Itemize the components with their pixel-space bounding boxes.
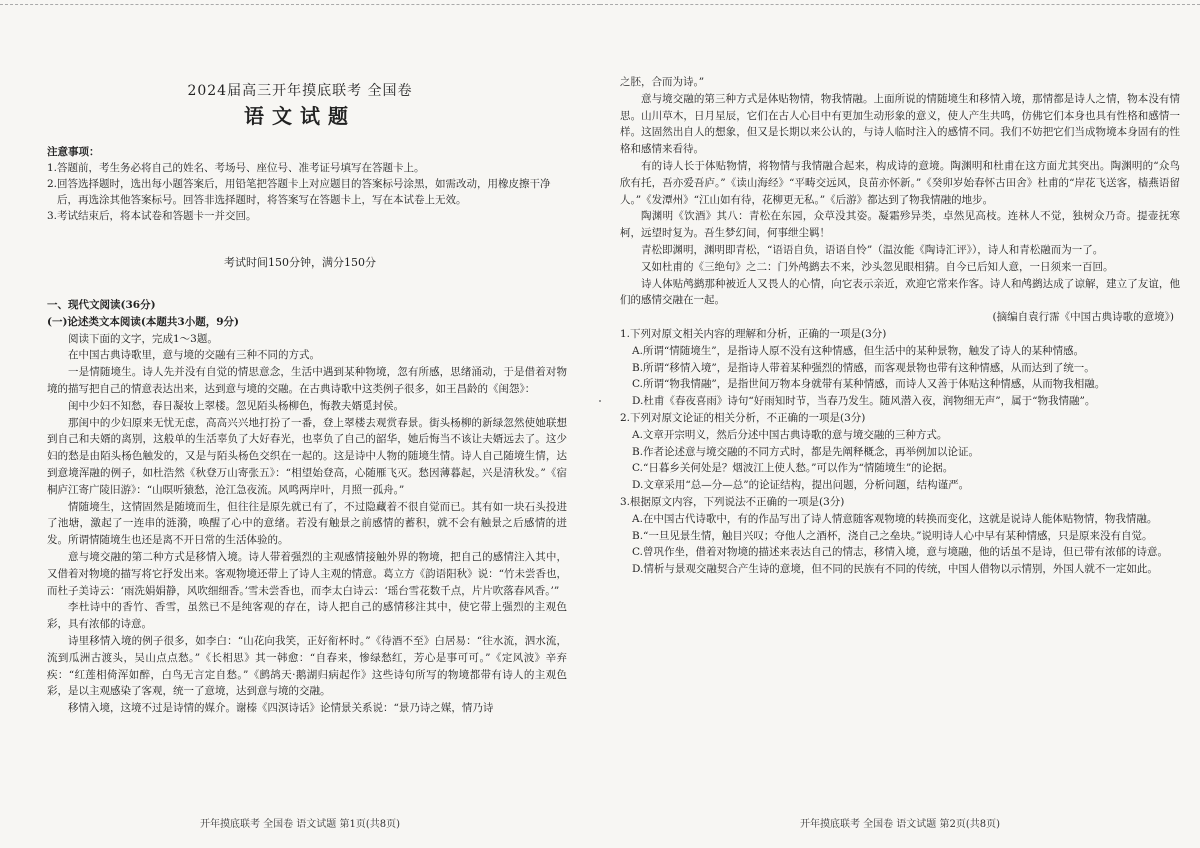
subject-title: 语文试题 (244, 104, 356, 128)
right-content (620, 74, 1180, 578)
question-option: B.“一旦见景生情，触目兴叹；夺他人之酒杯，浇自己之垒块。”说明诗人心中早有某种情感，只是原来没有自觉。 (632, 529, 1153, 542)
passage-paragraph: 移情入境，这境不过是诗情的媒介。谢榛《四溟诗话》论情景关系说：“景乃诗之媒，情乃诗 (68, 702, 494, 715)
question-option: B.所谓“移情入境”，是指诗人带着某种强烈的情感，而客观景物也带有这种情感，从而达到了统一。 (632, 361, 1095, 374)
question-option: D.杜甫《春夜喜雨》诗句“好雨知时节，当春乃发生。随风潜入夜，润物细无声”，属于“物我情融”。 (632, 395, 1096, 408)
poem-line: 闺中少妇不知愁，春日凝妆上翠楼。忽见陌头杨柳色，悔教夫婿觅封侯。 (68, 399, 404, 412)
question-stem: 3.根据原文内容，下列说法不正确的一项是(3分) (620, 495, 845, 508)
notice-item: 2.回答选择题时，选出每小题答案后，用铅笔把答题卡上对应题目的答案标号涂黑，如需改动，用橡皮擦干净后，再选涂其他答案标号。回答非选择题时，将答案写在答题卡上，写在本试卷上无效。 (47, 178, 551, 206)
citation: (摘编自袁行霈《中国古典诗歌的意境》) (992, 311, 1174, 324)
page-footer: 开年摸底联考 全国卷 语文试题 第1页(共8页) (199, 819, 401, 830)
passage-paragraph: 李杜诗中的香竹、香雪，虽然已不是纯客观的存在，诗人把自己的感情移注其中，使它带上强烈的主观色彩，具有浓郁的诗意。 (47, 601, 567, 631)
notice-item: 1.答题前，考生务必将自己的姓名、考场号、座位号、准考证号填写在答题卡上。 (47, 162, 425, 174)
question-stem: 1.下列对原文相关内容的理解和分析，正确的一项是(3分) (620, 327, 887, 340)
question-option: D.情析与景观交融契合产生诗的意境，但不同的民族有不同的传统，中国人借物以示情别，外国人就不一定如此。 (632, 563, 1158, 576)
passage-paragraph: 诗里移情入境的例子很多，如李白：“山花向我笑，正好衔杯时。”《待酒不至》白居易：“往水流，泗水流，流到瓜洲古渡头，吴山点点愁。”《长相思》其一韩愈：“自春来，惨绿愁红，芳心是事可可。”《定风波》辛弃疾：“红莲相倚浑如醉，白鸟无言定自愁。”《鹧鸪天·鹅湖归病起作》这些诗句所写的物境都带有诗人的主观色彩，是以主观感染了客观，统一了意境，达到意与境的交融。 (47, 634, 567, 698)
passage-paragraph: 青松即渊明，渊明即青松，“语语自负，语语自怜”（温汝能《陶诗汇评》），诗人和青松融而为一了。 (641, 243, 1104, 256)
passage-paragraph: 之胚，合而为诗。” (620, 76, 705, 88)
page-footer: 开年摸底联考 全国卷 语文试题 第2页(共8页) (799, 819, 1001, 830)
question-option: A.所谓“情随境生”，是指诗人原不没有这种情感，但生活中的某种景物，触发了诗人的某种情感。 (632, 344, 1085, 357)
page-right (600, 0, 1200, 848)
passage-paragraph: 有的诗人长于体贴物情，将物情与我情融合起来，构成诗的意境。陶渊明和杜甫在这方面尤其突出。陶渊明的“众鸟欣有托，吾亦爱吾庐。”《读山海经》“平畴交远风，良苗亦怀新。”《癸卯岁始春怀古田舍》杜甫的“岸花飞送客，樯燕语留人。”《发潭州》“江山如有待，花柳更无私。”《后游》都达到了物我情融的地步。 (620, 159, 1180, 206)
question-option: C.曾巩作坐，借着对物境的描述来表达自己的情志，移情入境，意与境融，他的话虽不是诗，但已带有浓郁的诗意。 (632, 546, 1168, 559)
passage-paragraph: 在中国古典诗歌里，意与境的交融有三种不同的方式。 (68, 349, 320, 362)
passage-paragraph: 那闺中的少妇原来无忧无虑，高高兴兴地打扮了一番，登上翠楼去观赏春景。街头杨柳的新绿忽然使她联想到自己和夫婿的离别，这般单的生活辜负了大好春光，也辜负了自己的韶华，她后悔当不该让夫婿远去了。这少妇的愁是由陌头杨色触发的，又是与陌头杨色交织在一起的。这是诗中人物的随境生情。诗人自己随境生情，达到意境浑融的例子，如杜浩然《秋登万山寄张五》：“相望始登高，心随雁飞灭。愁因薄暮起，兴是清秋发。”《宿桐庐江寄广陵旧游》：“山暝听猿愁，沧江急夜流。风鸣两岸叶，月照一孤舟。” (47, 416, 567, 496)
notice-block (47, 144, 567, 224)
question-option: C.所谓“物我情融”，是指世间万物本身就带有某种情感，而诗人又善于体贴这种情感，从而物我相融。 (632, 378, 1106, 391)
question-1 (620, 326, 1180, 410)
exam-header: 2024届高三开年摸底联考 全国卷 (187, 83, 413, 99)
question-option: B.作者论述意与境交融的不同方式时，都是先阐释概念，再举例加以论证。 (632, 445, 980, 458)
question-option: C.“日暮乡关何处是？烟波江上使人愁。”可以作为“情随境生”的论据。 (632, 462, 954, 475)
notice-item: 3.考试结束后，将本试卷和答题卡一并交回。 (47, 210, 257, 222)
passage-paragraph: 情随境生，这情固然是随境而生，但往往是原先就已有了，不过隐藏着不很自觉而已。其有如一块石头投进了池塘，激起了一连串的涟漪，唤醒了心中的意绪。若没有触景之前感情的蓄积，就不会有触景之后感情的迸发。所谓情随境生也还是离不开日常的生活体验的。 (47, 500, 567, 547)
question-stem: 2.下列对原文论证的相关分析，不正确的一项是(3分) (620, 411, 866, 424)
exam-time: 考试时间150分钟，满分150分 (224, 256, 376, 269)
question-option: A.文章开宗明义，然后分述中国古典诗歌的意与境交融的三种方式。 (632, 428, 948, 441)
passage-paragraph: 诗人体贴鸬鹚那种被近人又畏人的心情，向它表示亲近，欢迎它常来作客。诗人和鸬鹚达成了谅解，建立了友谊，他们的感情交融在一起。 (620, 277, 1180, 307)
passage-paragraph: 一是情随境生。诗人先并没有自觉的情思意念，生活中遇到某种物境，忽有所感，思绪涌动，于是借着对物境的描写把自己的情意表达出来，达到意与境的交融。在古典诗歌中这类例子很多，如王昌龄的《闺怨》： (47, 366, 567, 395)
passage-paragraph: 意与境交融的第三种方式是体贴物情，物我情融。上面所说的情随境生和移情入境，那情都是诗人之情，物本没有情思。山川草木，日月星辰，它们在古人心目中有更加生动形象的意义，使人产生共鸣，仿佛它们本身也具有性格和感情一样。这固然出自人的想象，但又是长期以来公认的，与诗人临时注入的感情不同。我们不妨把它们当成物境本身固有的性格和感情来看待。 (620, 92, 1180, 156)
section-title: 一、现代文阅读(36分) (47, 299, 156, 311)
top-dashed-rule (0, 4, 600, 5)
question-2 (620, 410, 1180, 494)
question-option: D.文章采用“总—分—总”的论证结构，提出问题，分析问题，结构谨严。 (632, 479, 970, 492)
passage-paragraph: 陶渊明《饮酒》其八：青松在东园，众草没其姿。凝霜殄异类，卓然见高枝。连林人不觉，独树众乃奇。提壶抚寒柯，远望时复为。吾生梦幻间，何事绁尘羁！ (620, 210, 1180, 240)
notice-title: 注意事项： (47, 146, 100, 158)
subsection-title: (一)论述类文本阅读(本题共3小题，9分) (47, 315, 239, 328)
passage-paragraph: 阅读下面的文字，完成1～3题。 (68, 332, 218, 345)
reading-section (47, 297, 567, 717)
question-3 (620, 494, 1180, 578)
question-option: A.在中国古代诗歌中，有的作品写出了诗人情意随客观物境的转换而变化，这就是说诗人能体贴物情，物我情融。 (632, 512, 1158, 525)
passage-paragraph: 意与境交融的第二种方式是移情入境。诗人带着强烈的主观感情接触外界的物境，把自己的感情注入其中，又借着对物境的描写将它抒发出来。客观物境还带上了诗人主观的情意。葛立方《韵语阳秋》说：“竹未尝香也，而杜子美诗云：‘雨洗娟娟静，风吹细细香。’雪未尝香也，而李太白诗云：‘瑶台雪花数千点，片片吹落春风香。’” (47, 550, 567, 597)
top-dashed-rule (600, 4, 1200, 5)
passage-paragraph: 又如杜甫的《三绝句》之二：门外鸬鹚去不来，沙头忽见眼相猜。自今已后知人意，一日须来一百回。 (641, 260, 1114, 273)
